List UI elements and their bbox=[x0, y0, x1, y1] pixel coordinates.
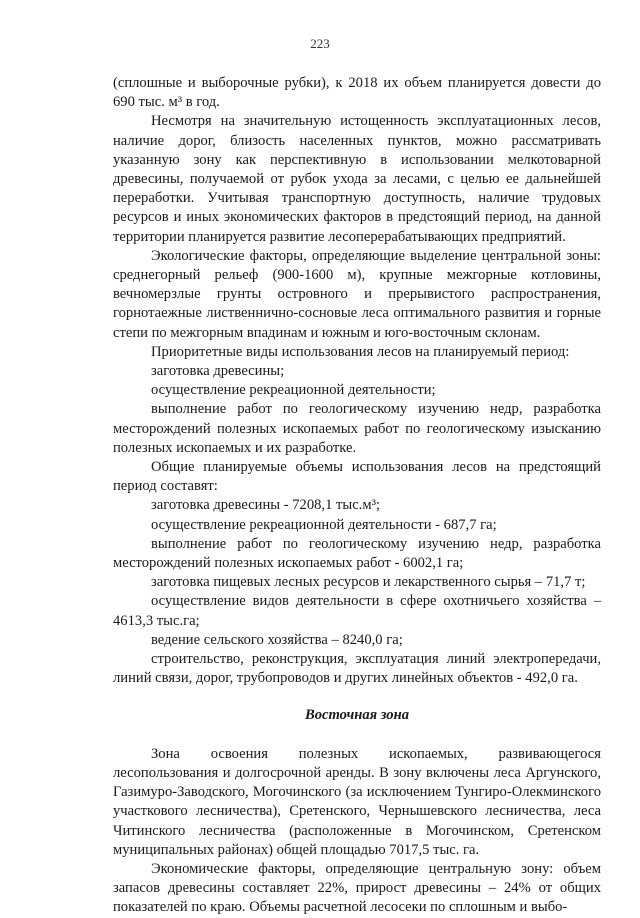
list-item: строительство, реконструкция, эксплуатация линий электропередачи, линий связи, дорог, трубопроводов и других линейных объектов - 492,0 га. bbox=[113, 651, 601, 687]
section-heading: Восточная зона bbox=[304, 706, 409, 723]
list-item: заготовка древесины - 7208,1 тыс.м³; bbox=[151, 497, 380, 514]
list-item: ведение сельского хозяйства – 8240,0 га; bbox=[151, 631, 403, 648]
list-item: осуществление видов деятельности в сфере охотничьего хозяйства – 4613,3 тыс.га; bbox=[113, 593, 601, 629]
paragraph-priority-uses-intro: Приоритетные виды использования лесов на планируемый период: bbox=[151, 343, 570, 360]
paragraph-ecological-factors: Экологические факторы, определяющие выделение центральной зоны: среднегорный рельеф (900-1600 м), крупные межгорные котловины, вечномерзлые грунты островного и прерывистого распространения, горнотаежные лиственнично-сосновые леса оптимального развития и горные степи по межгорным впадинам и южным и юго-восточным склонам. bbox=[113, 247, 601, 341]
list-item: осуществление рекреационной деятельности; bbox=[151, 382, 436, 399]
list-item: выполнение работ по геологическому изучению недр, разработка месторождений полезных ископаемых работ - 6002,1 га; bbox=[113, 535, 601, 572]
paragraph-east-zone-description: Зона освоения полезных ископаемых, развивающегося лесопользования и долгосрочной аренды. В зону включены леса Аргунского, Газимуро-Заводского, Могочинского (за исключением Тунгиро-Олекминского участкового лесничества), Сретенского, Чернышевского лесничества, леса Читинского лесничества (расположенные в Могочинском, Сретенском муниципальных районах) общей площадью 7017,5 тыс. га. bbox=[113, 745, 601, 858]
page-number: 223 bbox=[310, 36, 330, 51]
paragraph-economic-factors: Экономические факторы, определяющие центральную зону: объем запасов древесины составляет 22%, прирост древесины – 24% от общих показателей по краю. Объемы расчетной лесосеки по сплошным и выбо- bbox=[113, 860, 601, 916]
paragraph-planned-volumes-intro: Общие планируемые объемы использования лесов на предстоящий период составят: bbox=[113, 459, 601, 495]
list-item: выполнение работ по геологическому изучению недр, разработка месторождений полезных ископаемых работ по геологическому изысканию полезных ископаемых и их разработке. bbox=[113, 401, 601, 456]
list-item: осуществление рекреационной деятельности - 687,7 га; bbox=[151, 516, 497, 533]
document-body bbox=[113, 74, 601, 918]
list-item: заготовка пищевых лесных ресурсов и лекарственного сырья – 71,7 т; bbox=[151, 574, 586, 591]
paragraph-continuation: (сплошные и выборочные рубки), к 2018 их объем планируется довести до 690 тыс. м³ в год. bbox=[113, 75, 601, 111]
list-item: заготовка древесины; bbox=[151, 363, 285, 380]
paragraph-prospects: Несмотря на значительную истощенность эксплуатационных лесов, наличие дорог, близость населенных пунктов, можно рассматривать указанную зону как перспективную в использовании мелкотоварной древесины, получаемой от рубок ухода за лесами, с целью ее дальнейшей переработки. Учитывая транспортную доступность, наличие трудовых ресурсов и иных экономических факторов в предстоящий период, на данной территории планируется развитие лесоперерабатывающих предприятий. bbox=[113, 113, 601, 245]
